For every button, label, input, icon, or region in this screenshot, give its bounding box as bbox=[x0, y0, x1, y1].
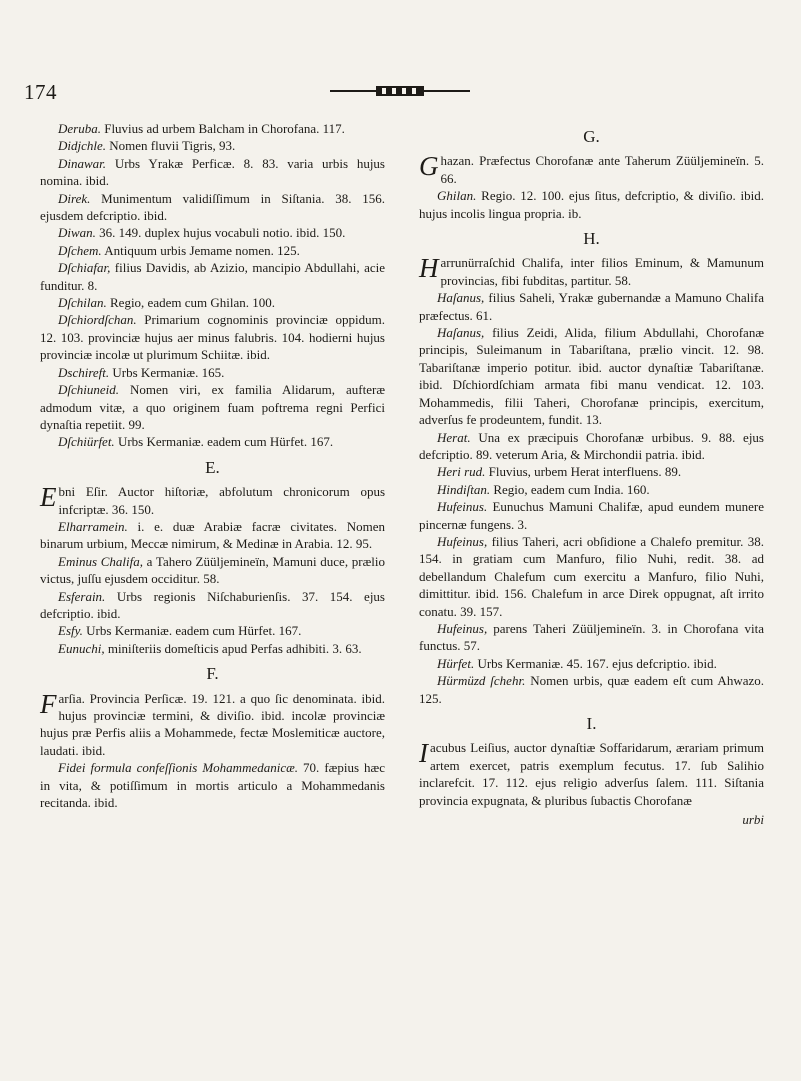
entry-headword: Dſchiordſchan. bbox=[58, 312, 137, 328]
entry-text: Urbs Yrakæ Perficæ. 8. 83. varia urbis hujus nomina. ibid. bbox=[40, 155, 385, 189]
entry-text: a Tahero Züüljemineïn, Mamuni duce, prælio victus, juſſu ejusdem occiditur. 58. bbox=[40, 553, 385, 587]
entry-headword: Hürmüzd ſchehr. bbox=[437, 673, 526, 689]
initial-letter: E bbox=[40, 482, 57, 513]
initial-letter: H bbox=[419, 253, 439, 284]
index-entry bbox=[419, 289, 764, 324]
entry-text: Antiquum urbis Jemame nomen. 125. bbox=[101, 242, 300, 258]
entry-headword: Dinawar. bbox=[58, 155, 107, 171]
index-entry bbox=[40, 120, 385, 137]
entry-text: Nomen viri, ex familia Alidarum, aufteræ admodum vitæ, a quo originem fuam poftrema regni Perfici dynaſtia repetiit. 99. bbox=[40, 382, 385, 432]
index-entry bbox=[40, 553, 385, 588]
entry-text: i. e. duæ Arabiæ facræ civitates. Nomen binarum urbium, Meccæ nimirum, & Medinæ in Arabia. 12. 95. bbox=[40, 518, 385, 552]
page-number: 174 bbox=[24, 80, 57, 104]
section-letter: H. bbox=[583, 229, 600, 249]
index-entry bbox=[40, 259, 385, 294]
entry-text: inter filios Eminum, & Mamunum provincias, fibi fubditas, partitur. 58. bbox=[440, 255, 764, 288]
entry-headword: arſia. bbox=[58, 690, 85, 706]
index-entry bbox=[40, 640, 385, 657]
entry-text: Fluvius, urbem Herat interfluens. 89. bbox=[485, 464, 682, 480]
index-entry bbox=[419, 620, 764, 655]
entry-headword: Eunuchi, bbox=[58, 640, 105, 656]
entry-headword: Esfy. bbox=[58, 623, 83, 639]
section-letter: G. bbox=[583, 127, 600, 146]
index-entry bbox=[419, 655, 764, 672]
index-entry bbox=[419, 187, 764, 222]
catchword: urbi bbox=[742, 812, 764, 828]
index-entry bbox=[40, 588, 385, 623]
entry-headword: Dſchilan. bbox=[58, 295, 107, 311]
header-ornament bbox=[330, 84, 470, 98]
entry-text: Fluvius ad urbem Balcham in Chorofana. 117. bbox=[100, 121, 345, 136]
index-entry bbox=[419, 672, 764, 707]
entry-headword: arrunürraſchid Chalifa, bbox=[440, 255, 564, 271]
index-entry bbox=[419, 152, 764, 187]
entry-headword: Dschireft. bbox=[58, 364, 110, 380]
entry-headword: bni Eſir. bbox=[58, 484, 108, 500]
entry-text: filius Taheri, acri obſidione a Chalefo premitur. 38. 154. in gratiam cum Manfuro, filio Nuhi, redit. 38. ad debellandum Chalefum cum exercitu a Manfuro, filio Nuhi, dimittitur. ibid. 156. Chalefum in arce Direk oppugnat, aſt irrito conatu. 39. 157. bbox=[419, 533, 764, 619]
index-entry bbox=[40, 311, 385, 363]
entry-text: parens Taheri Züüljemineïn. 3. in Chorofana vita functus. 57. bbox=[419, 620, 764, 654]
entry-text: Primarium cognominis provinciæ oppidum. 12. 103. provinciæ hujus aer minus falubris. 104. hodierni hujus provinciæ incolæ ut plurimum Schiitæ. ibid. bbox=[40, 312, 385, 363]
entry-text: Urbs regionis Niſchaburienſis. 37. 154. ejus defcriptio. ibid. bbox=[40, 588, 385, 621]
entry-text: Urbs Kermaniæ. eadem cum Hürfet. 167. bbox=[82, 623, 302, 639]
entry-headword: Dſchem. bbox=[58, 242, 102, 258]
index-entry bbox=[40, 483, 385, 518]
index-entry bbox=[40, 294, 385, 311]
entry-text: filius Davidis, ab Azizio, mancipio Abdullahi, acie funditur. 8. bbox=[40, 260, 385, 293]
entry-headword: Dſchiafar, bbox=[58, 260, 111, 276]
entry-text: Urbs Kermaniæ. 45. 167. ejus defcriptio. ibid. bbox=[474, 655, 717, 671]
entry-headword: Heri rud. bbox=[437, 464, 486, 480]
index-entry bbox=[419, 463, 764, 480]
index-entry bbox=[419, 739, 764, 809]
index-entry bbox=[40, 364, 385, 381]
entry-text: Eunuchus Mamuni Chalifæ, apud eundem munere pincernæ fungens. 3. bbox=[419, 499, 764, 532]
entry-headword: Haſanus, bbox=[437, 290, 485, 306]
entry-headword: Elharramein. bbox=[58, 518, 128, 534]
index-entry bbox=[40, 690, 385, 760]
left-column bbox=[40, 120, 385, 811]
entry-headword: Hufeinus. bbox=[437, 499, 488, 515]
entry-headword: Dſchiuneid. bbox=[58, 382, 120, 398]
index-entry bbox=[40, 224, 385, 241]
entry-text: Nomen urbis, quæ eadem eſt cum Ahwazo. 125. bbox=[419, 673, 764, 706]
entry-text: Munimentum validiſſimum in Siſtania. 38. 156. ejusdem defcriptio. ibid. bbox=[40, 190, 385, 224]
entry-headword: Diwan. bbox=[58, 225, 96, 241]
entry-text: Regio, eadem cum India. 160. bbox=[490, 481, 650, 497]
entry-headword: acubus Leiſius, bbox=[430, 740, 510, 756]
entry-text: miniſteriis domeſticis apud Perfas adhibiti. 3. 63. bbox=[104, 640, 362, 656]
initial-letter: G bbox=[419, 151, 439, 182]
entry-headword: Haſanus, bbox=[437, 325, 485, 341]
entry-headword: Hürfet. bbox=[437, 655, 475, 671]
entry-headword: Ghilan. bbox=[437, 188, 477, 204]
index-entry bbox=[40, 518, 385, 553]
index-entry bbox=[40, 137, 385, 154]
entry-text: Nomen fluvii Tigris, 93. bbox=[106, 138, 236, 154]
index-entry bbox=[419, 429, 764, 464]
entry-text: filius Saheli, Yrakæ gubernandæ a Mamuno Chalifa præfectus. 61. bbox=[419, 290, 764, 323]
index-entry bbox=[40, 190, 385, 225]
entry-text: auctor dynaſtiæ Soffaridarum, ærariam primum artem exercet, patris exemplum fecutus. 17. ſub Salihio inclarefcit. 17. 112. ejus religio adverſus ſalem. 111. Siſtania provincia expugnata, & pluribus ſubactis Chorofanæ bbox=[419, 740, 764, 808]
entry-text: Una ex præcipuis Chorofanæ urbibus. 9. 88. ejus defcriptio. 89. veterum Aria, & Mirchondii patria. ibid. bbox=[419, 429, 764, 462]
index-entry bbox=[419, 533, 764, 620]
index-entry bbox=[419, 498, 764, 533]
entry-headword: Fidei formula confeſſionis Mohammedanicæ. bbox=[58, 760, 299, 776]
entry-headword: Dſchiürfet. bbox=[58, 434, 115, 450]
index-entry bbox=[40, 155, 385, 190]
index-entry bbox=[40, 381, 385, 433]
index-entry bbox=[40, 759, 385, 811]
index-entry bbox=[40, 433, 385, 450]
entry-text: Auctor hiſtoriæ, abfolutum chronicorum opus infcriptæ. 36. 150. bbox=[58, 484, 386, 517]
entry-text: Regio. 12. 100. ejus ſitus, defcriptio, & diviſio. ibid. hujus incolis lingua propria. ib. bbox=[419, 188, 764, 221]
section-letter: F. bbox=[206, 664, 219, 684]
index-entry bbox=[419, 254, 764, 289]
right-column bbox=[419, 120, 764, 828]
initial-letter: I bbox=[419, 738, 428, 769]
index-entry bbox=[40, 242, 385, 259]
entry-headword: hazan. bbox=[440, 153, 475, 169]
entry-text: Provincia Perſicæ. 19. 121. a quo ſic denominata. ibid. hujus provinciæ termini, & diviſio. ibid. incolæ provinciæ hujus præ Perfis aliis a Mohammede, fectæ Moslemiticæ auctore, laudati. ibid. bbox=[40, 690, 385, 758]
section-letter: I. bbox=[586, 714, 597, 733]
index-entry bbox=[419, 324, 764, 428]
entry-headword: Eminus Chalifa, bbox=[58, 553, 143, 569]
entry-headword: Hindiſtan. bbox=[437, 481, 491, 497]
index-entry bbox=[40, 622, 385, 639]
entry-text: Urbs Kermaniæ. 165. bbox=[109, 364, 225, 380]
entry-text: filius Zeidi, Alida, filium Abdullahi, Chorofanæ principis, Suleimanum in Tabariſtana, prælio vincit. 12. 98. Tabariſtanæ imperio potitur. ibid. auctor dynaſtiæ Tabariſtanæ. ibid. Dſchiordſchiam armata fibi manu vendicat. 12. 103. Mohammedis, filii Taheri, Chorofanæ principis, exercitum, adverſus fe prodeuntem, fundit. 13. bbox=[419, 325, 764, 428]
entry-headword: Hufeinus, bbox=[437, 620, 488, 636]
entry-headword: Direk. bbox=[58, 190, 91, 206]
entry-headword: Didjchle. bbox=[58, 138, 107, 154]
entry-text: Regio, eadem cum Ghilan. 100. bbox=[106, 295, 275, 311]
section-letter: E. bbox=[205, 457, 220, 477]
entry-text: Præfectus Chorofanæ ante Taherum Züüljemineïn. 5. 66. bbox=[440, 153, 764, 186]
entry-headword: Hufeinus, bbox=[437, 533, 488, 549]
index-entry bbox=[419, 481, 764, 498]
entry-text: Urbs Kermaniæ. eadem cum Hürfet. 167. bbox=[114, 434, 334, 450]
entry-headword: Esferain. bbox=[58, 588, 106, 604]
entry-text: 36. 149. duplex hujus vocabuli notio. ibid. 150. bbox=[95, 225, 346, 241]
entry-headword: Deruba. bbox=[58, 121, 101, 136]
entry-text: 70. fæpius hæc in vita, & potiſſimum in mortis articulo a Mohammedanis recitanda. ibid. bbox=[40, 760, 385, 811]
entry-headword: Herat. bbox=[437, 429, 471, 445]
initial-letter: F bbox=[40, 688, 57, 719]
